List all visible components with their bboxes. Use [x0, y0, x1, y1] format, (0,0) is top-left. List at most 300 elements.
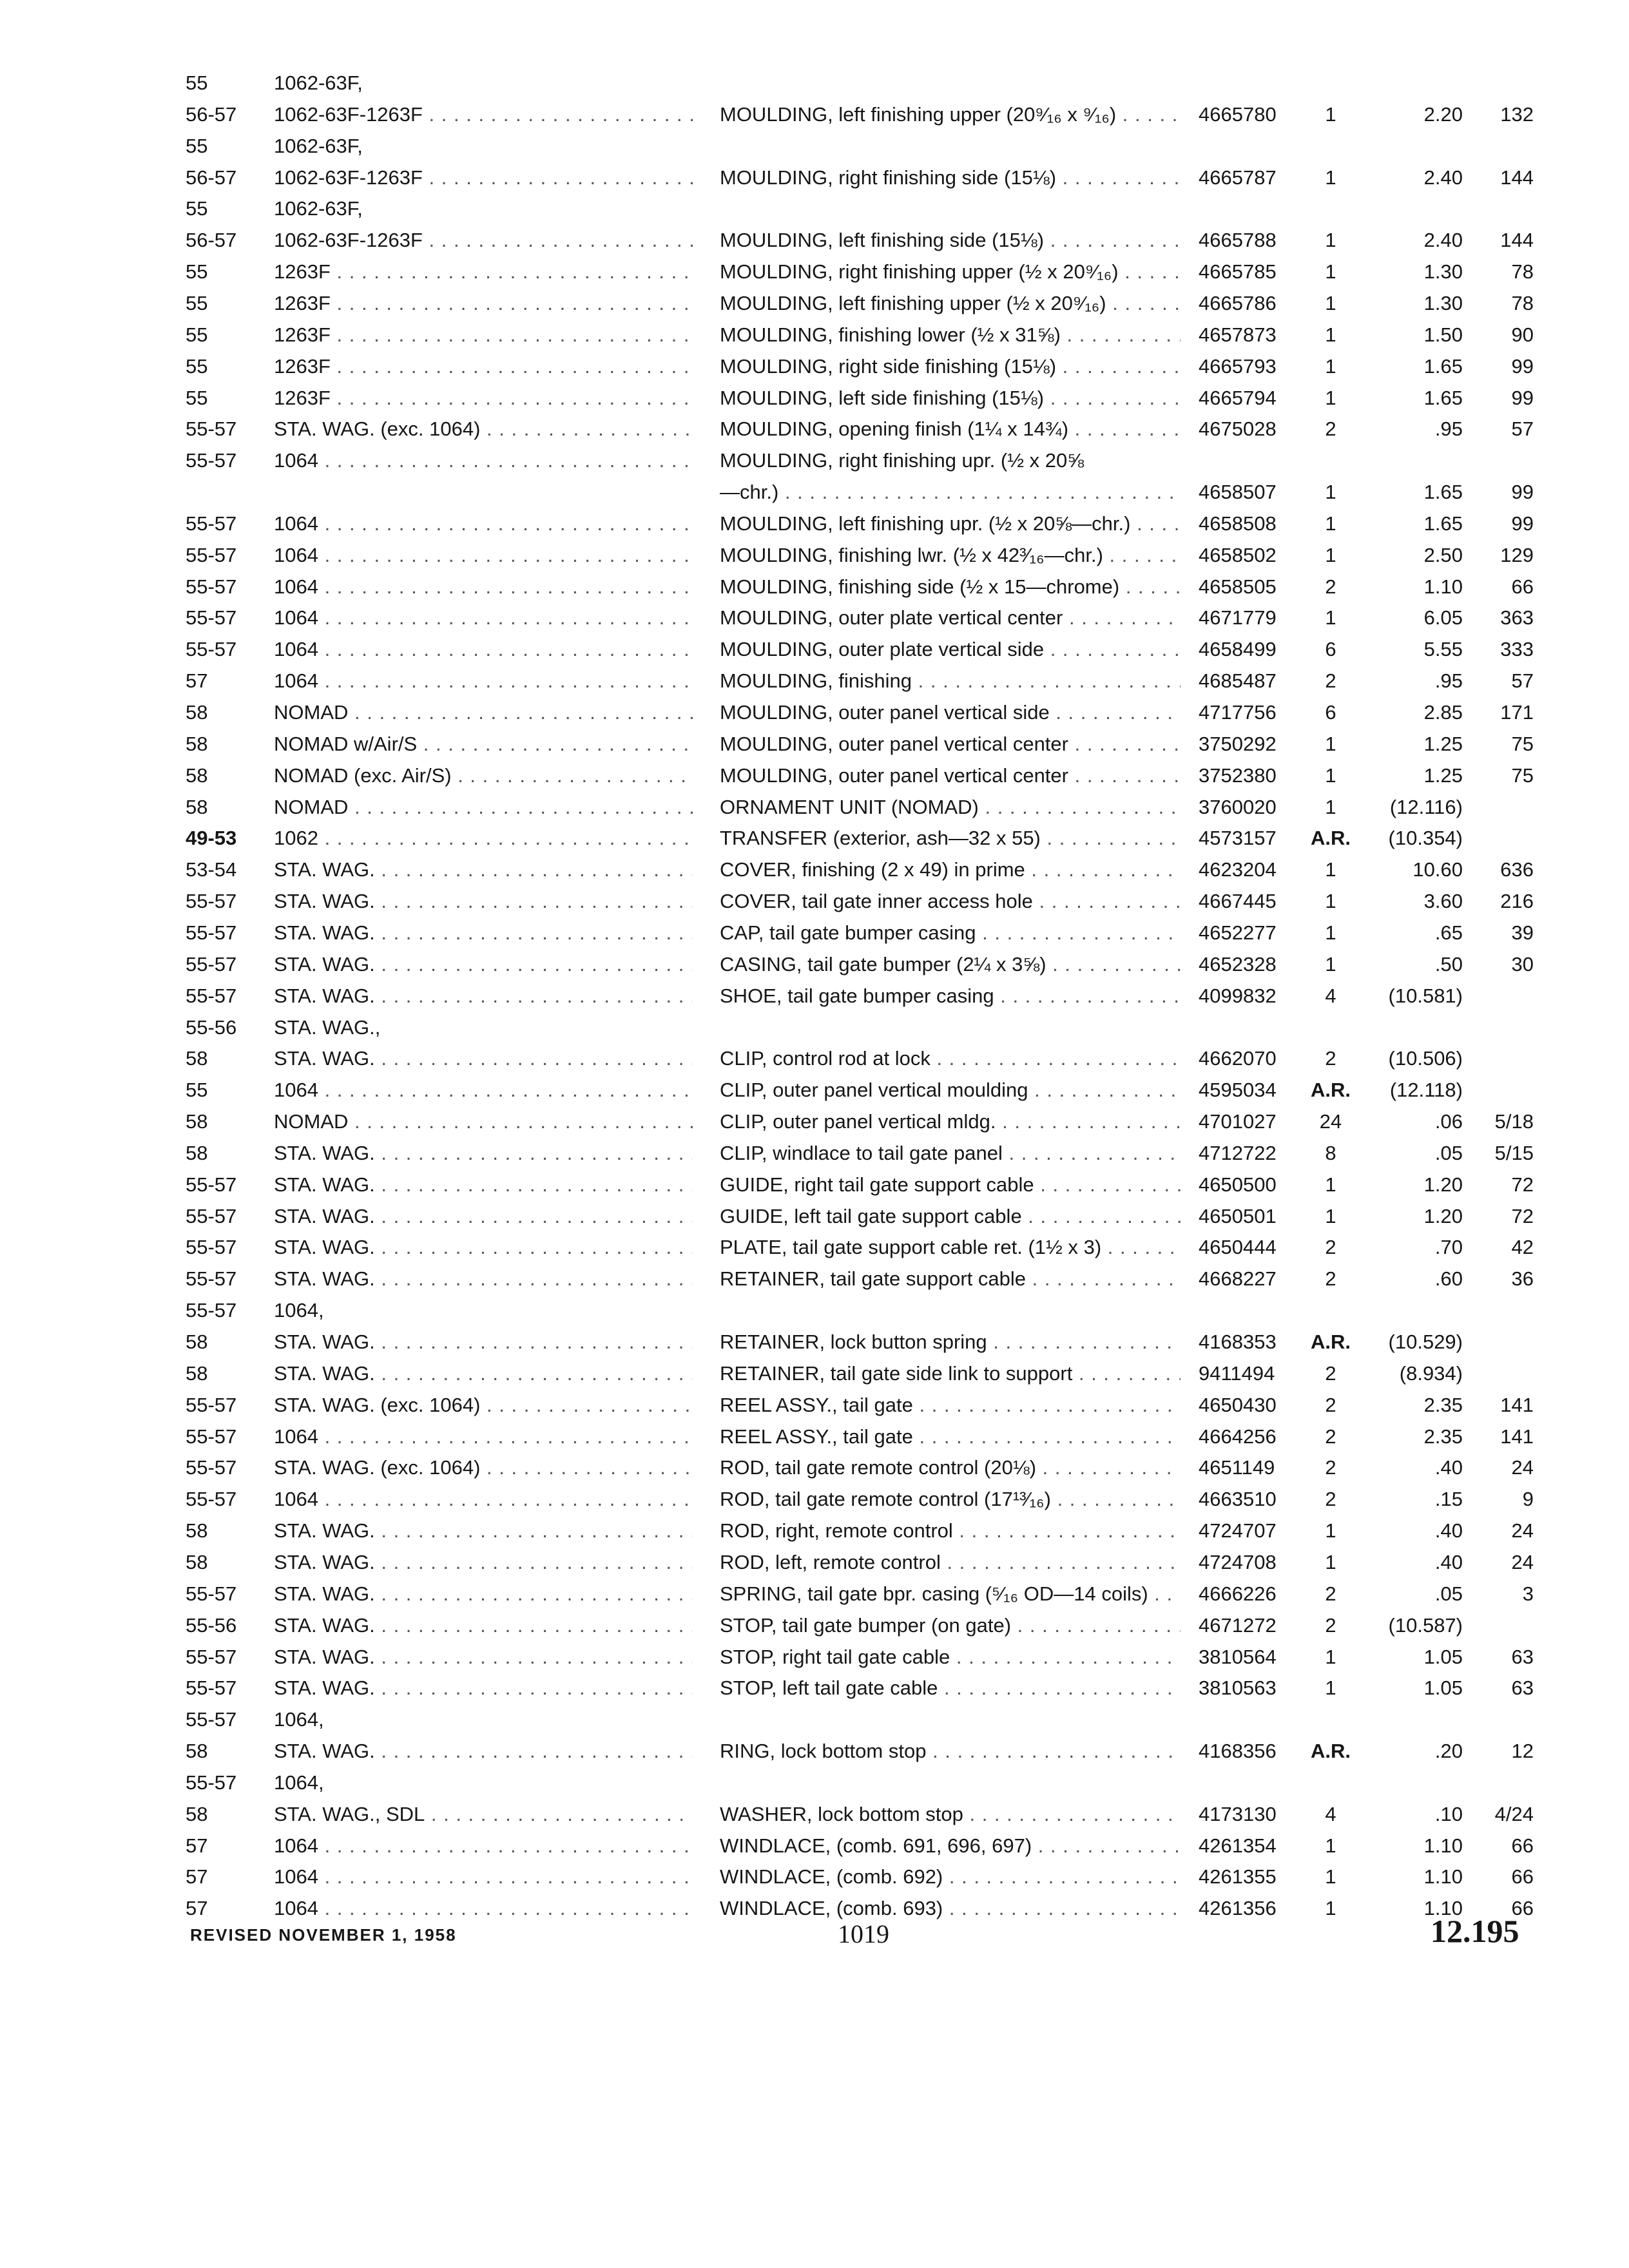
- model-cell: NOMAD . . .: [274, 792, 693, 823]
- model-cell: 1062-63F-1263F . . .: [274, 162, 693, 193]
- year-cell: 55: [186, 323, 208, 346]
- weight-cell: 5/18: [1494, 1110, 1534, 1133]
- catalog-row: [0, 602, 1629, 633]
- description-cell: STOP, right tail gate cable . . .: [720, 1642, 1181, 1673]
- quantity-cell: 1: [1325, 102, 1336, 126]
- catalog-row: [0, 1043, 1629, 1074]
- description-cell: MOULDING, outer panel vertical center . . .: [720, 760, 1181, 791]
- part-number-cell: 4651149: [1199, 1456, 1275, 1479]
- weight-cell: 78: [1511, 291, 1534, 314]
- year-cell: 57: [186, 1865, 208, 1888]
- price-cell: 1.50: [1423, 323, 1463, 346]
- description-cell: MOULDING, finishing side (½ x 15—chrome) . . .: [720, 572, 1181, 602]
- price-cell: 1.20: [1423, 1204, 1463, 1227]
- part-number-cell: 4099832: [1199, 984, 1277, 1007]
- price-cell: .95: [1434, 669, 1463, 693]
- model-cell: STA. WAG. . . .: [274, 1169, 693, 1200]
- catalog-row: [0, 1579, 1629, 1610]
- description-cell: MOULDING, right finishing side (15⅛) . . .: [720, 162, 1181, 193]
- year-cell: 55-57: [186, 1236, 237, 1259]
- quantity-cell: A.R.: [1311, 827, 1351, 850]
- model-cell: 1064 . . .: [274, 445, 693, 476]
- catalog-row: [0, 445, 1629, 476]
- year-cell: 55-56: [186, 1613, 237, 1637]
- model-cell: 1062-63F,: [274, 72, 363, 94]
- weight-cell: 66: [1511, 1834, 1534, 1857]
- price-cell: .95: [1434, 418, 1463, 441]
- model-cell: 1064 . . .: [274, 1893, 693, 1924]
- model-cell: STA. WAG. . . .: [274, 1327, 693, 1358]
- part-number-cell: 4658508: [1199, 512, 1277, 535]
- part-number-cell: 4658505: [1199, 575, 1277, 598]
- price-cell: .05: [1434, 1582, 1463, 1605]
- quantity-cell: 2: [1325, 418, 1336, 441]
- catalog-row: [0, 1893, 1629, 1924]
- catalog-row: [0, 1642, 1629, 1673]
- year-cell: 58: [186, 1740, 208, 1763]
- part-number-cell: 4261354: [1199, 1834, 1277, 1857]
- price-cell: .20: [1434, 1740, 1463, 1763]
- year-cell: 55: [186, 260, 208, 284]
- catalog-row: [0, 1390, 1629, 1421]
- quantity-cell: 1: [1325, 166, 1336, 189]
- price-cell: .40: [1434, 1456, 1463, 1479]
- model-cell: 1064 . . .: [274, 1861, 693, 1892]
- catalog-row: [0, 477, 1629, 508]
- quantity-cell: 1: [1325, 291, 1336, 314]
- weight-cell: 30: [1511, 952, 1534, 975]
- weight-cell: 63: [1511, 1645, 1534, 1668]
- year-cell: 58: [186, 1331, 208, 1353]
- description-cell: REEL ASSY., tail gate . . .: [720, 1421, 1181, 1452]
- price-cell: 2.40: [1423, 229, 1463, 252]
- model-cell: 1064 . . .: [274, 602, 693, 633]
- model-cell: STA. WAG. . . .: [274, 1043, 693, 1074]
- part-number-cell: 4668227: [1199, 1267, 1277, 1291]
- quantity-cell: 8: [1325, 1141, 1336, 1164]
- price-cell: .60: [1434, 1267, 1463, 1291]
- model-cell: STA. WAG. . . .: [274, 1736, 693, 1767]
- description-cell: MOULDING, outer panel vertical side . . .: [720, 697, 1181, 728]
- description-cell: MOULDING, left finishing upper (½ x 20⁹⁄₁₆) . . .: [720, 288, 1181, 319]
- year-cell: 55: [186, 134, 208, 157]
- quantity-cell: 1: [1325, 543, 1336, 566]
- quantity-cell: A.R.: [1311, 1740, 1351, 1763]
- part-number-cell: 3752380: [1199, 764, 1277, 787]
- price-cell: (8.934): [1399, 1361, 1463, 1385]
- part-number-cell: 4657873: [1199, 323, 1277, 346]
- year-cell: 55-57: [186, 606, 237, 629]
- year-cell: 55-57: [186, 1488, 237, 1511]
- quantity-cell: 2: [1325, 1236, 1336, 1259]
- year-cell: 56-57: [186, 166, 237, 189]
- year-cell: 55-57: [186, 1645, 237, 1668]
- price-cell: 1.05: [1423, 1677, 1463, 1700]
- part-number-cell: 4666226: [1199, 1582, 1277, 1605]
- weight-cell: 141: [1500, 1425, 1534, 1448]
- quantity-cell: 1: [1325, 732, 1336, 755]
- price-cell: .65: [1434, 921, 1463, 944]
- weight-cell: 57: [1511, 418, 1534, 441]
- weight-cell: 78: [1511, 260, 1534, 284]
- description-cell: SPRING, tail gate bpr. casing (⁵⁄₁₆ OD—14 coils) . . .: [720, 1579, 1181, 1610]
- catalog-row: [0, 792, 1629, 823]
- year-cell: 58: [186, 1519, 208, 1542]
- catalog-row: [0, 1767, 1629, 1798]
- part-number-cell: 4665787: [1199, 166, 1277, 189]
- weight-cell: 99: [1511, 354, 1534, 378]
- description-cell: MOULDING, left finishing upr. (½ x 20⅝—chr.) . . .: [720, 508, 1181, 539]
- part-number-cell: 4261356: [1199, 1897, 1277, 1920]
- quantity-cell: 1: [1325, 764, 1336, 787]
- catalog-row: [0, 1484, 1629, 1515]
- catalog-row: [0, 886, 1629, 917]
- price-cell: (12.116): [1389, 795, 1463, 818]
- catalog-row: [0, 1861, 1629, 1892]
- catalog-row: [0, 1232, 1629, 1263]
- year-cell: 55: [186, 72, 208, 94]
- year-cell: 55-57: [186, 1677, 237, 1700]
- year-cell: 55: [186, 386, 208, 409]
- weight-cell: 12: [1511, 1740, 1534, 1763]
- catalog-row: [0, 949, 1629, 980]
- part-number-cell: 4724708: [1199, 1550, 1277, 1573]
- model-cell: 1062-63F-1263F . . .: [274, 99, 693, 130]
- part-number-cell: 4261355: [1199, 1865, 1277, 1888]
- year-cell: 55-57: [186, 921, 237, 944]
- model-cell: STA. WAG. . . .: [274, 1264, 693, 1294]
- quantity-cell: 2: [1325, 1361, 1336, 1385]
- quantity-cell: 24: [1319, 1110, 1342, 1133]
- model-cell: STA. WAG. . . .: [274, 1358, 693, 1389]
- description-cell: SHOE, tail gate bumper casing . . .: [720, 981, 1181, 1012]
- year-cell: 57: [186, 1897, 208, 1920]
- description-cell: CLIP, control rod at lock . . .: [720, 1043, 1181, 1074]
- price-cell: (10.506): [1388, 1047, 1463, 1070]
- quantity-cell: 1: [1325, 229, 1336, 252]
- catalog-row: [0, 760, 1629, 791]
- quantity-cell: 2: [1325, 1425, 1336, 1448]
- price-cell: 1.10: [1423, 1834, 1463, 1857]
- part-number-cell: 3750292: [1199, 732, 1277, 755]
- model-cell: STA. WAG. . . .: [274, 949, 693, 980]
- weight-cell: 36: [1511, 1267, 1534, 1291]
- part-number-cell: 4675028: [1199, 418, 1277, 441]
- catalog-row: [0, 288, 1629, 319]
- price-cell: 2.35: [1423, 1393, 1463, 1416]
- description-cell: WASHER, lock bottom stop . . .: [720, 1799, 1181, 1830]
- catalog-row: [0, 1515, 1629, 1546]
- part-number-cell: 4665780: [1199, 102, 1277, 126]
- quantity-cell: 4: [1325, 1802, 1336, 1825]
- weight-cell: 171: [1500, 701, 1534, 724]
- price-cell: (10.529): [1388, 1331, 1463, 1353]
- model-cell: STA. WAG. . . .: [274, 854, 693, 885]
- model-cell: 1064 . . .: [274, 1421, 693, 1452]
- year-cell: 58: [186, 1802, 208, 1825]
- catalog-row: [0, 193, 1629, 224]
- description-cell: CASING, tail gate bumper (2¼ x 3⅝) . . .: [720, 949, 1181, 980]
- description-cell: WINDLACE, (comb. 693) . . .: [720, 1893, 1181, 1924]
- quantity-cell: 1: [1325, 1645, 1336, 1668]
- description-cell: COVER, tail gate inner access hole . . .: [720, 886, 1181, 917]
- weight-cell: 75: [1511, 764, 1534, 787]
- year-cell: 55-57: [186, 1771, 237, 1794]
- model-cell: STA. WAG. (exc. 1064) . . .: [274, 1452, 693, 1483]
- catalog-row: [0, 1358, 1629, 1389]
- catalog-row: [0, 1295, 1629, 1326]
- model-cell: STA. WAG. . . .: [274, 1138, 693, 1169]
- model-cell: 1263F . . .: [274, 351, 693, 382]
- price-cell: 2.35: [1423, 1425, 1463, 1448]
- model-cell: 1064,: [274, 1299, 324, 1322]
- part-number-cell: 4665786: [1199, 291, 1277, 314]
- part-number-cell: 4658507: [1199, 481, 1277, 504]
- catalog-row: [0, 1012, 1629, 1043]
- model-cell: 1064 . . .: [274, 572, 693, 602]
- price-cell: 2.50: [1423, 543, 1463, 566]
- year-cell: 55-57: [186, 1204, 237, 1227]
- part-number-cell: 4168356: [1199, 1740, 1277, 1763]
- price-cell: .40: [1434, 1519, 1463, 1542]
- year-cell: 58: [186, 1550, 208, 1573]
- model-cell: STA. WAG. . . .: [274, 918, 693, 948]
- catalog-row: [0, 1106, 1629, 1137]
- catalog-row: [0, 1169, 1629, 1200]
- part-number-cell: 4650444: [1199, 1236, 1277, 1259]
- model-cell: STA. WAG. . . .: [274, 1673, 693, 1704]
- year-cell: 55-57: [186, 543, 237, 566]
- quantity-cell: 1: [1325, 1550, 1336, 1573]
- weight-cell: 24: [1511, 1519, 1534, 1542]
- description-cell: REEL ASSY., tail gate . . .: [720, 1390, 1181, 1421]
- weight-cell: 144: [1500, 166, 1534, 189]
- year-cell: 55-57: [186, 418, 237, 441]
- part-number-cell: 4173130: [1199, 1802, 1277, 1825]
- part-number-cell: 4658499: [1199, 638, 1277, 661]
- model-cell: NOMAD (exc. Air/S) . . .: [274, 760, 693, 791]
- year-cell: 55-57: [186, 1582, 237, 1605]
- weight-cell: 72: [1511, 1173, 1534, 1196]
- description-cell: MOULDING, outer plate vertical center . . .: [720, 602, 1181, 633]
- weight-cell: 57: [1511, 669, 1534, 693]
- price-cell: (12.118): [1389, 1079, 1463, 1102]
- description-cell: RETAINER, tail gate support cable . . .: [720, 1264, 1181, 1294]
- year-cell: 55-57: [186, 1425, 237, 1448]
- part-number-cell: 3810563: [1199, 1677, 1277, 1700]
- quantity-cell: 6: [1325, 638, 1336, 661]
- year-cell: 55-57: [186, 1708, 237, 1731]
- catalog-row: [0, 131, 1629, 162]
- model-cell: 1263F . . .: [274, 288, 693, 319]
- description-cell: MOULDING, left side finishing (15⅛) . . .: [720, 383, 1181, 414]
- description-cell: MOULDING, finishing . . .: [720, 666, 1181, 697]
- price-cell: 1.30: [1423, 260, 1463, 284]
- model-cell: NOMAD . . .: [274, 1106, 693, 1137]
- model-cell: 1064 . . .: [274, 1831, 693, 1861]
- weight-cell: 90: [1511, 323, 1534, 346]
- weight-cell: 144: [1500, 229, 1534, 252]
- catalog-row: [0, 540, 1629, 571]
- year-cell: 49-53: [186, 827, 237, 850]
- model-cell: 1064 . . .: [274, 666, 693, 697]
- description-cell: —chr.) . . .: [720, 477, 1181, 508]
- quantity-cell: 1: [1325, 1677, 1336, 1700]
- price-cell: (10.587): [1388, 1613, 1463, 1637]
- price-cell: 1.10: [1423, 575, 1463, 598]
- quantity-cell: 1: [1325, 323, 1336, 346]
- weight-cell: 636: [1500, 858, 1534, 881]
- catalog-row: [0, 634, 1629, 665]
- catalog-row: [0, 99, 1629, 130]
- price-cell: .06: [1434, 1110, 1463, 1133]
- quantity-cell: 2: [1325, 575, 1336, 598]
- part-number-cell: 4650430: [1199, 1393, 1277, 1416]
- price-cell: 2.85: [1423, 701, 1463, 724]
- price-cell: (10.581): [1388, 984, 1463, 1007]
- model-cell: 1064 . . .: [274, 634, 693, 665]
- catalog-row: [0, 1264, 1629, 1294]
- weight-cell: 129: [1500, 543, 1534, 566]
- quantity-cell: 4: [1325, 984, 1336, 1007]
- year-cell: 55-57: [186, 449, 237, 472]
- catalog-row: [0, 1327, 1629, 1358]
- year-cell: 55: [186, 197, 208, 220]
- catalog-row: [0, 1831, 1629, 1861]
- description-cell: GUIDE, left tail gate support cable . . .: [720, 1201, 1181, 1232]
- part-number-cell: 3760020: [1199, 795, 1277, 818]
- part-number-cell: 4623204: [1199, 858, 1277, 881]
- catalog-row: [0, 1736, 1629, 1767]
- model-cell: 1064 . . .: [274, 1484, 693, 1515]
- description-cell: CLIP, outer panel vertical moulding . . .: [720, 1075, 1181, 1106]
- quantity-cell: 1: [1325, 890, 1336, 913]
- catalog-row: [0, 981, 1629, 1012]
- description-cell: COVER, finishing (2 x 49) in prime . . .: [720, 854, 1181, 885]
- model-cell: 1064 . . .: [274, 540, 693, 571]
- quantity-cell: 1: [1325, 858, 1336, 881]
- price-cell: 6.05: [1423, 606, 1463, 629]
- year-cell: 55-57: [186, 1393, 237, 1416]
- description-cell: CLIP, outer panel vertical mldg. . . .: [720, 1106, 1181, 1137]
- model-cell: 1263F . . .: [274, 383, 693, 414]
- quantity-cell: 1: [1325, 512, 1336, 535]
- year-cell: 58: [186, 732, 208, 755]
- quantity-cell: 1: [1325, 606, 1336, 629]
- catalog-row: [0, 225, 1629, 256]
- description-cell: MOULDING, outer plate vertical side . . .: [720, 634, 1181, 665]
- model-cell: 1062 . . .: [274, 823, 693, 854]
- description-cell: MOULDING, outer panel vertical center . . .: [720, 729, 1181, 760]
- model-cell: 1064,: [274, 1771, 324, 1794]
- part-number-cell: 4652277: [1199, 921, 1277, 944]
- year-cell: 58: [186, 1110, 208, 1133]
- price-cell: 1.65: [1423, 354, 1463, 378]
- description-cell: STOP, tail gate bumper (on gate) . . .: [720, 1610, 1181, 1641]
- catalog-row: [0, 918, 1629, 948]
- weight-cell: 63: [1511, 1677, 1534, 1700]
- year-cell: 56-57: [186, 229, 237, 252]
- description-cell: RETAINER, tail gate side link to support . . .: [720, 1358, 1181, 1389]
- description-cell: ROD, right, remote control . . .: [720, 1515, 1181, 1546]
- quantity-cell: A.R.: [1311, 1331, 1351, 1353]
- model-cell: 1062-63F,: [274, 197, 363, 220]
- model-cell: STA. WAG., SDL . . .: [274, 1799, 693, 1830]
- part-number-cell: 4573157: [1199, 827, 1277, 850]
- year-cell: 55: [186, 354, 208, 378]
- description-cell: ORNAMENT UNIT (NOMAD) . . .: [720, 792, 1181, 823]
- price-cell: .15: [1434, 1488, 1463, 1511]
- price-cell: 1.25: [1423, 732, 1463, 755]
- price-cell: .40: [1434, 1550, 1463, 1573]
- description-cell: RETAINER, lock button spring . . .: [720, 1327, 1181, 1358]
- year-cell: 55: [186, 291, 208, 314]
- price-cell: 1.20: [1423, 1173, 1463, 1196]
- quantity-cell: 1: [1325, 386, 1336, 409]
- catalog-row: [0, 1610, 1629, 1641]
- catalog-row: [0, 351, 1629, 382]
- quantity-cell: 1: [1325, 354, 1336, 378]
- catalog-row: [0, 1138, 1629, 1169]
- quantity-cell: 2: [1325, 1488, 1336, 1511]
- part-number-cell: 4595034: [1199, 1079, 1277, 1102]
- description-cell: MOULDING, right finishing upper (½ x 20⁹⁄₁₆) . . .: [720, 256, 1181, 287]
- model-cell: 1062-63F,: [274, 134, 363, 157]
- catalog-row: [0, 508, 1629, 539]
- weight-cell: 66: [1511, 1865, 1534, 1888]
- model-cell: STA. WAG. . . .: [274, 886, 693, 917]
- weight-cell: 66: [1511, 575, 1534, 598]
- year-cell: 58: [186, 1361, 208, 1385]
- year-cell: 58: [186, 764, 208, 787]
- price-cell: (10.354): [1388, 827, 1463, 850]
- year-cell: 55-57: [186, 1299, 237, 1322]
- page-number: 1019: [838, 1919, 889, 1948]
- description-cell: RING, lock bottom stop . . .: [720, 1736, 1181, 1767]
- year-cell: 58: [186, 1047, 208, 1070]
- year-cell: 55-57: [186, 575, 237, 598]
- description-cell: MOULDING, left finishing upper (20⁹⁄₁₆ x ⁹⁄₁₆) . . .: [720, 99, 1181, 130]
- model-cell: 1263F . . .: [274, 256, 693, 287]
- model-cell: STA. WAG. (exc. 1064) . . .: [274, 414, 693, 445]
- weight-cell: 216: [1500, 890, 1534, 913]
- catalog-row: [0, 666, 1629, 697]
- model-cell: 1064,: [274, 1708, 324, 1731]
- catalog-row: [0, 1201, 1629, 1232]
- catalog-row: [0, 729, 1629, 760]
- weight-cell: 99: [1511, 481, 1534, 504]
- quantity-cell: 2: [1325, 669, 1336, 693]
- description-cell: ROD, tail gate remote control (17¹³⁄₁₆) . . .: [720, 1484, 1181, 1515]
- quantity-cell: A.R.: [1311, 1079, 1351, 1102]
- weight-cell: 132: [1500, 102, 1534, 126]
- quantity-cell: 2: [1325, 1267, 1336, 1291]
- year-cell: 53-54: [186, 858, 237, 881]
- quantity-cell: 1: [1325, 1834, 1336, 1857]
- part-number-cell: 4662070: [1199, 1047, 1277, 1070]
- price-cell: 3.60: [1423, 890, 1463, 913]
- revision-date: REVISED NOVEMBER 1, 1958: [190, 1925, 457, 1945]
- part-number-cell: 4667445: [1199, 890, 1277, 913]
- model-cell: STA. WAG.,: [274, 1015, 381, 1039]
- description-cell: PLATE, tail gate support cable ret. (1½ x 3) . . .: [720, 1232, 1181, 1263]
- catalog-row: [0, 1421, 1629, 1452]
- catalog-row: [0, 1799, 1629, 1830]
- weight-cell: 24: [1511, 1456, 1534, 1479]
- description-cell: MOULDING, left finishing side (15⅛) . . .: [720, 225, 1181, 256]
- price-cell: 1.10: [1423, 1897, 1463, 1920]
- quantity-cell: 2: [1325, 1456, 1336, 1479]
